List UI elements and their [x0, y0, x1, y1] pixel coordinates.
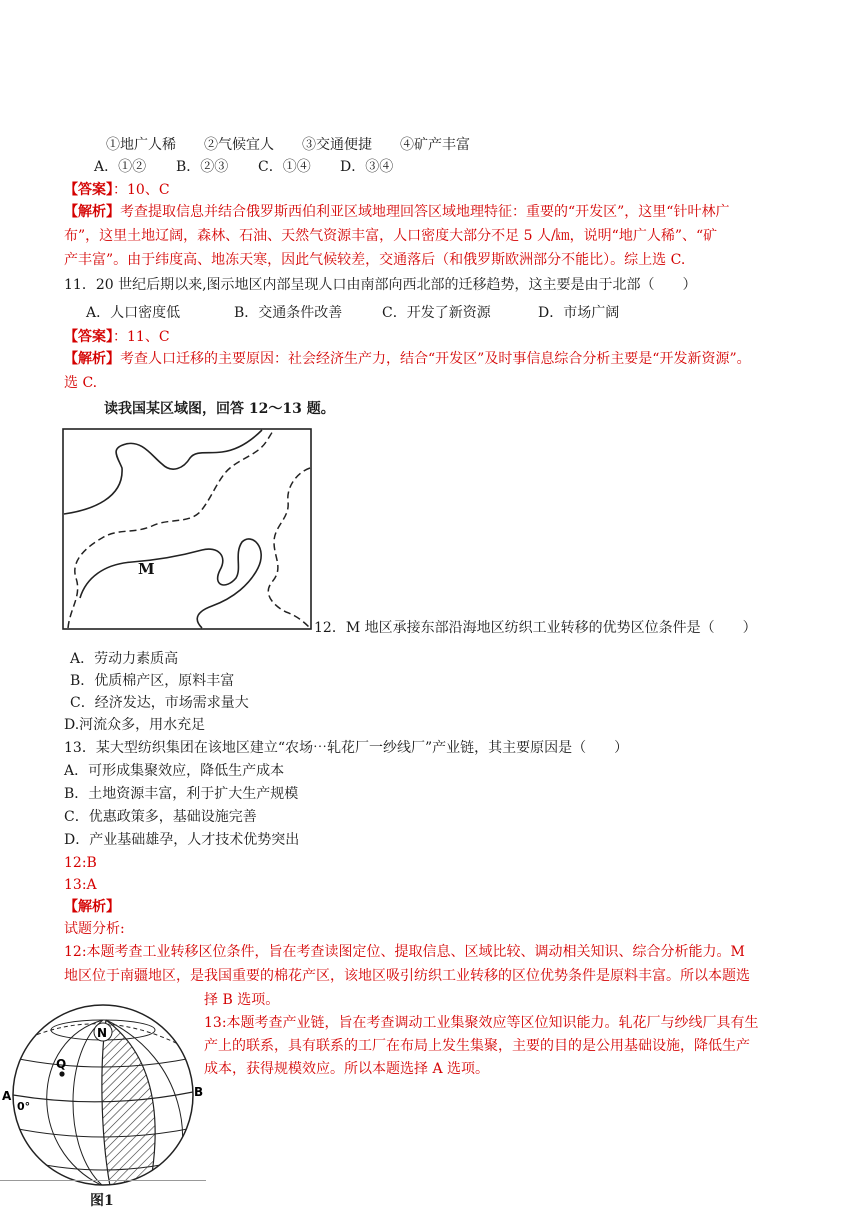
q10-choices [94, 156, 393, 178]
globe-figure [0, 1000, 206, 1190]
q11-choices [86, 302, 619, 324]
globe-label-n: N [97, 1026, 108, 1040]
analysis-label: 【解析】 [64, 204, 120, 220]
q12-choice-c: C．经济发达，市场需求量大 [70, 695, 249, 711]
q11-choice-b: B．交通条件改善 [234, 305, 343, 321]
q10-analysis-line-2: 布”，这里土地辽阔，森林、石油、天然气资源丰富，人口密度大部分不足 5 人/㎞，说明“地广人稀”、“矿 [64, 228, 718, 244]
answer-label: 【答案】 [64, 182, 113, 198]
q11-choice-d: D．市场广阔 [538, 305, 620, 321]
globe-label-zero: 0° [17, 1100, 31, 1113]
q11-analysis-line-2: 选 C. [64, 375, 98, 391]
analysis-13-line-2: 产上的联系，具有联系的工厂在布局上发生集聚，主要的目的是公用基础设施，降低生产 [204, 1038, 750, 1054]
analysis-subheading: 试题分析: [64, 921, 125, 937]
analysis-13-line-3: 成本，获得规模效应。所以本题选择 A 选项。 [204, 1061, 490, 1077]
q10-choice-b: B．②③ [176, 159, 229, 175]
analysis-heading: 【解析】 [64, 899, 120, 915]
q10-options-line: ①地广人稀 ②气候宜人 ③交通便捷 ④矿产丰富 [106, 137, 470, 153]
q13-choice-d: D．产业基础雄孕，人才技术优势突出 [64, 832, 300, 848]
q10-answer-value: ：10、C [113, 182, 170, 198]
q12-stem: 12．M 地区承接东部沿海地区纺织工业转移的优势区位条件是（ ） [314, 620, 757, 636]
q11-answer: 【答案】：11、C [64, 329, 170, 345]
answer-13: 13:A [64, 877, 97, 893]
analysis-13-line-1: 13:本题考查产业链，旨在考查调动工业集聚效应等区位知识能力。轧花厂与纱线厂具有生 [204, 1015, 759, 1031]
globe-label-a: A [2, 1089, 12, 1103]
point-q-marker [59, 1071, 64, 1076]
q12-choice-d: D.河流众多，用水充足 [64, 717, 206, 733]
q10-choice-c: C．①④ [258, 159, 311, 175]
analysis-12-line-1: 12:本题考查工业转移区位条件，旨在考查读图定位、提取信息、区域比较、调动相关知识、综合分析能力。M [64, 944, 745, 960]
globe-label-b: B [194, 1085, 204, 1099]
q11-choice-c: C．开发了新资源 [382, 305, 491, 321]
map-label-m: M [138, 560, 155, 578]
q13-stem: 13．某大型纺织集团在该地区建立“农场⋯轧花厂一纱线厂”产业链，其主要原因是（ ） [64, 740, 629, 756]
q12-choice-b: B．优质棉产区，原料丰富 [70, 673, 235, 689]
q12-choice-a: A．劳动力素质高 [70, 651, 179, 667]
q10-analysis-line-1: 【解析】考查提取信息并结合俄罗斯西伯利亚区域地理回答区域地理特征：重要的“开发区”，这里“针叶林广 [64, 204, 730, 220]
figure-divider [0, 1180, 206, 1181]
region-map [62, 428, 312, 630]
figure-caption: 图1 [90, 1193, 114, 1209]
q13-choice-b: B．土地资源丰富，利于扩大生产规模 [64, 786, 299, 802]
analysis-12-line-2: 地区位于南疆地区，是我国重要的棉花产区，该地区吸引纺织工业转移的区位优势条件是原料丰富。所以本题选 [64, 968, 750, 984]
q11-stem: 11．20 世纪后期以来,图示地区内部呈现人口由南部向西北部的迁移趋势，这主要是由于北部（ ） [64, 277, 697, 293]
q10-answer [64, 179, 170, 201]
q11-choice-a: A．人口密度低 [86, 305, 181, 321]
answer-12: 12:B [64, 855, 97, 871]
q11-analysis-line-1: 【解析】考查人口迁移的主要原因：社会经济生产力，结合“开发区”及时事信息综合分析主要是“开发新资源”。 [64, 351, 751, 367]
analysis-12-line-3: 择 B 选项。 [204, 992, 280, 1008]
globe-label-q: Q [56, 1057, 67, 1071]
q13-choice-c: C．优惠政策多，基础设施完善 [64, 809, 257, 825]
q10-choice-d: D．③④ [340, 159, 394, 175]
q13-choice-a: A．可形成集聚效应，降低生产成本 [64, 763, 285, 779]
q10-choice-a: A．①② [94, 159, 147, 175]
q10-analysis-line-3: 产丰富”。由于纬度高、地冻天寒，因此气候较差，交通落后（和俄罗斯欧洲部分不能比）。综上选 C. [64, 252, 686, 268]
read-prompt: 读我国某区域图，回答 12～13 题。 [104, 401, 335, 417]
